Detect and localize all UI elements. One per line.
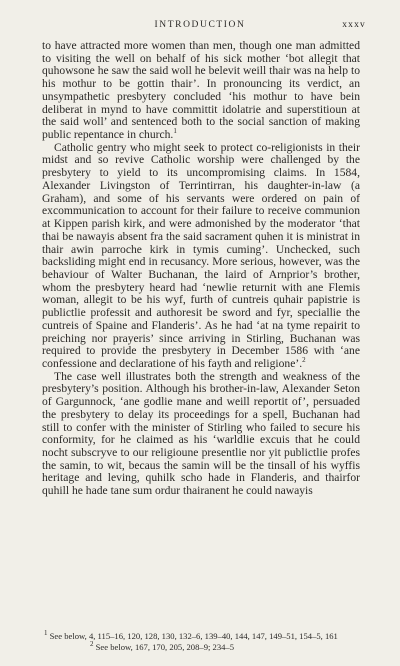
footnote-mark: 1 bbox=[44, 629, 48, 638]
footnote-2 bbox=[42, 642, 360, 653]
paragraph-text: Catholic gentry who might seek to protect co-religionists in their midst and so revive Catholic worship were challenged by the presbytery to yield to its uncompromising claims. In 1584, Alexander Livingston of Terrintirran, his daughter-in-law (a Graham), and some of his servants were ordered on pain of excommunication to account for their failure to receive communion at Kippen parish kirk, and were admonished by the moderator ‘that thai be nawayis absent fra the said sacrament quhen it is ministrat in thair awin parroche kirk in tymis cuming’. Unchecked, such backsliding might end in recusancy. More serious, however, was the behaviour of Walter Buchanan, the laird of Arnprior’s brother, whom the presbytery heard had ‘newlie returnit with ane Flemis woman, allegit to be his wyf, furth of cuntreis quhair papistrie is publictlie professit and authoresit be sword and fyr, speciallie the cuntreis of Spaine and Flanderis’. As he had ‘at na tyme repairit to preiching nor prayeris’ since arriving in Stirling, Buchanan was required to provide the presbytery in December 1586 with ‘ane confessione and declaratione of his fayth and religione’. bbox=[42, 140, 360, 370]
paragraph-text: to have attracted more women than men, though one man admitted to visiting the well on behalf of his sick mother ‘bot allegit that quhowsone he saw the said woll he belevit weill thair was na help to his mothur to be gottin thair’. In pronouncing its verdict, an unsympathetic presbytery concluded ‘his mothur to have bein deliberat in mynd to have committit idolatrie and superstitioun at the said woll’ and sentenced both to the social sanction of making public repentance in church. bbox=[42, 39, 360, 142]
running-title: INTRODUCTION bbox=[154, 20, 246, 30]
paragraph-2 bbox=[42, 142, 360, 371]
paragraph-1 bbox=[42, 40, 360, 142]
footnote-text: See below, 167, 170, 205, 208–9; 234–5 bbox=[95, 642, 235, 652]
footnote-text: See below, 4, 115–16, 120, 128, 130, 132–6, 139–40, 144, 147, 149–51, 154–5, 161 bbox=[49, 631, 338, 641]
page-number: xxxv bbox=[342, 20, 366, 30]
footnotes bbox=[42, 631, 360, 653]
footnote-reference: 1 bbox=[173, 127, 177, 136]
body-text bbox=[42, 40, 360, 498]
paragraph-text: The case well illustrates both the strength and weakness of the presbytery’s position. Although his brother-in-law, Alexander Seton of Gargunnock, ‘ane godlie mane and weill reportit of’, persuaded the presbytery to delay its proceedings for a spell, Buchanan had still to confer with the minister of Stirling who failed to secure his conformity, for he claimed as his ‘warldlie excuis that he could nocht subscryve to our religioune presentlie nor yit publictlie profes the samin, to wit, becaus the samin will be the tinsall of his wyffis heritage and leving, quhilk scho hade in Flanderis, and thairfor quhill he hade tane sum ordur thairanent he could nawayis bbox=[42, 369, 360, 498]
footnote-mark: 2 bbox=[90, 640, 94, 649]
paragraph-3 bbox=[42, 371, 360, 498]
footnote-reference: 2 bbox=[302, 356, 306, 365]
running-head bbox=[0, 20, 400, 34]
